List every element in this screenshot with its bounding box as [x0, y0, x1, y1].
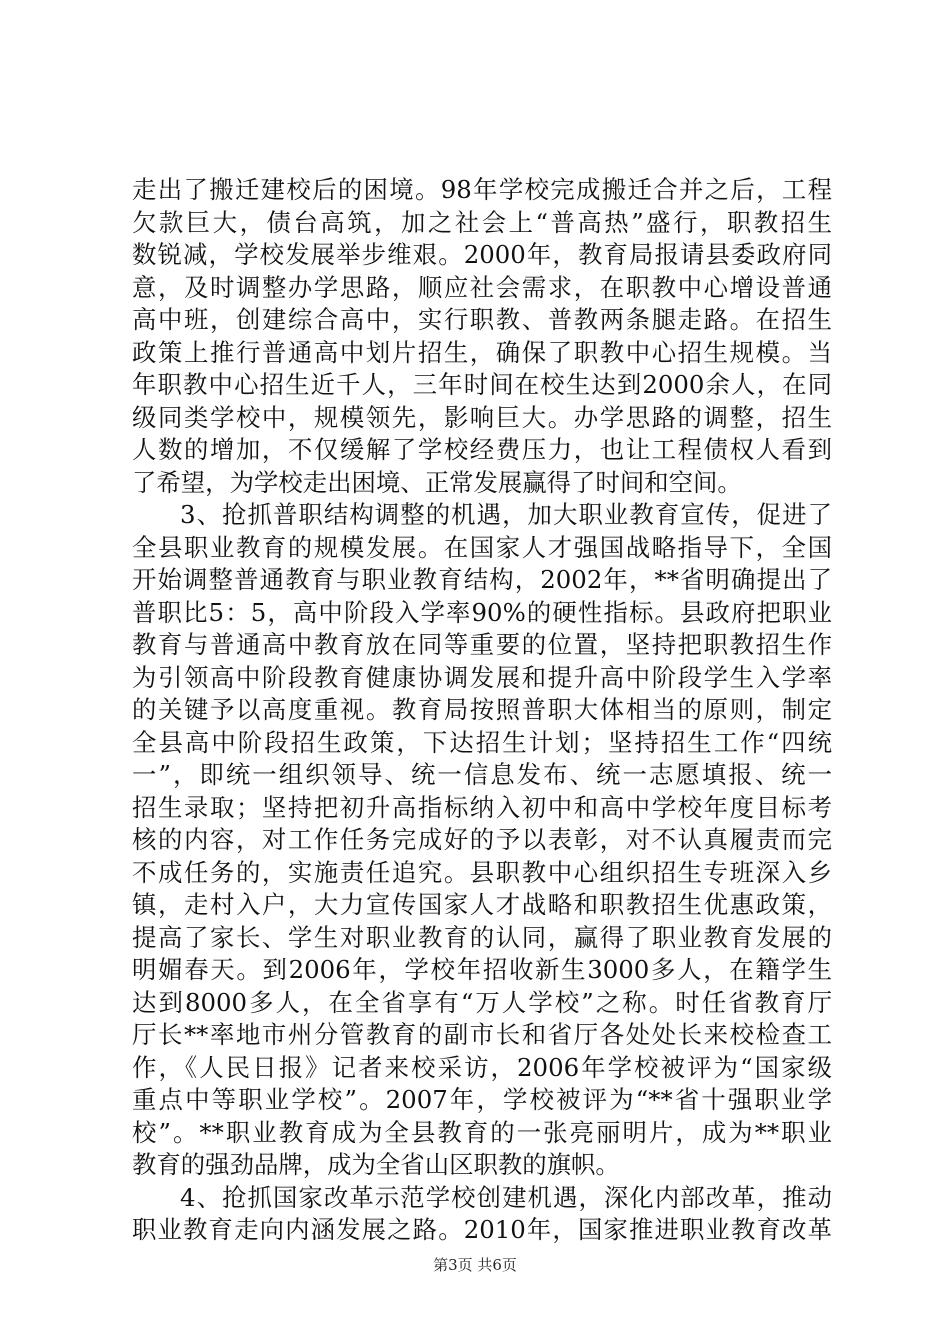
text-line: 教育的强劲品牌，成为全省山区职教的旗帜。	[132, 1150, 620, 1179]
text-line: 开始调整普通教育与职业教育结构，2002年，**省明确提出了	[132, 565, 832, 594]
text-line: 全县职业教育的规模发展。在国家人才强国战略指导下，全国	[132, 532, 832, 562]
text-line: 的关键予以高度重视。教育局按照普职大体相当的原则，制定	[132, 695, 832, 724]
paragraph-start-line: 4、抢抓国家改革示范学校创建机遇，深化内部改革，推动	[180, 1182, 832, 1212]
page-number-label: 第3页 共6页	[433, 1256, 517, 1274]
text-line: 级同类学校中，规模领先，影响巨大。办学思路的调整，招生	[132, 402, 832, 432]
paragraph-start-line: 3、抢抓普职结构调整的机遇，加大职业教育宣传，促进了	[180, 500, 832, 529]
text-line: 重点中等职业学校”。2007年，学校被评为“**省十强职业学	[132, 1085, 832, 1114]
text-line: 镇，走村入户，大力宣传国家人才战略和职教招生优惠政策，	[132, 890, 832, 919]
text-line: 职业教育走向内涵发展之路。2010年，国家推进职业教育改革	[132, 1215, 832, 1244]
text-line: 了希望，为学校走出困境、正常发展赢得了时间和空间。	[132, 467, 742, 497]
text-line: 教育与普通高中教育放在同等重要的位置，坚持把职教招生作	[132, 630, 832, 659]
text-line: 作，《人民日报》记者来校采访，2006年学校被评为“国家级	[132, 1052, 832, 1082]
text-line: 核的内容，对工作任务完成好的予以表彰，对不认真履责而完	[132, 825, 832, 854]
text-line: 数锐减，学校发展举步维艰。2000年，教育局报请县委政府同	[132, 240, 832, 269]
text-line: 校”。**职业教育成为全县教育的一张亮丽明片，成为**职业	[132, 1117, 832, 1147]
text-line: 招生录取；坚持把初升高指标纳入初中和高中学校年度目标考	[132, 792, 832, 822]
text-line: 高中班，创建综合高中，实行职教、普教两条腿走路。在招生	[132, 305, 832, 334]
text-line: 一”，即统一组织领导、统一信息发布、统一志愿填报、统一	[132, 760, 832, 789]
text-line: 全县高中阶段招生政策，下达招生计划；坚持招生工作“四统	[132, 727, 832, 757]
text-line: 达到8000多人，在全省享有“万人学校”之称。时任省教育厅	[132, 987, 832, 1017]
text-line: 年职教中心招生近千人，三年时间在校生达到2000余人，在同	[132, 370, 832, 399]
text-line: 明媚春天。到2006年，学校年招收新生3000多人，在籍学生	[132, 955, 832, 984]
text-line: 政策上推行普通高中划片招生，确保了职教中心招生规模。当	[132, 337, 832, 367]
page-footer	[0, 1254, 950, 1275]
text-line: 欠款巨大，债台高筑，加之社会上“普高热”盛行，职教招生	[132, 207, 832, 237]
text-line: 普职比5：5，高中阶段入学率90%的硬性指标。县政府把职业	[132, 597, 832, 627]
text-line: 提高了家长、学生对职业教育的认同，赢得了职业教育发展的	[132, 922, 832, 952]
text-line: 人数的增加，不仅缓解了学校经费压力，也让工程债权人看到	[132, 435, 832, 464]
text-line: 走出了搬迁建校后的困境。98年学校完成搬迁合并之后，工程	[132, 175, 832, 204]
text-line: 厅长**率地市州分管教育的副市长和省厅各处处长来校检查工	[132, 1020, 832, 1049]
text-line: 意，及时调整办学思路，顺应社会需求，在职教中心增设普通	[132, 272, 832, 302]
body-text	[132, 174, 832, 1247]
text-line: 不成任务的，实施责任追究。县职教中心组织招生专班深入乡	[132, 857, 832, 887]
text-line: 为引领高中阶段教育健康协调发展和提升高中阶段学生入学率	[132, 662, 832, 692]
